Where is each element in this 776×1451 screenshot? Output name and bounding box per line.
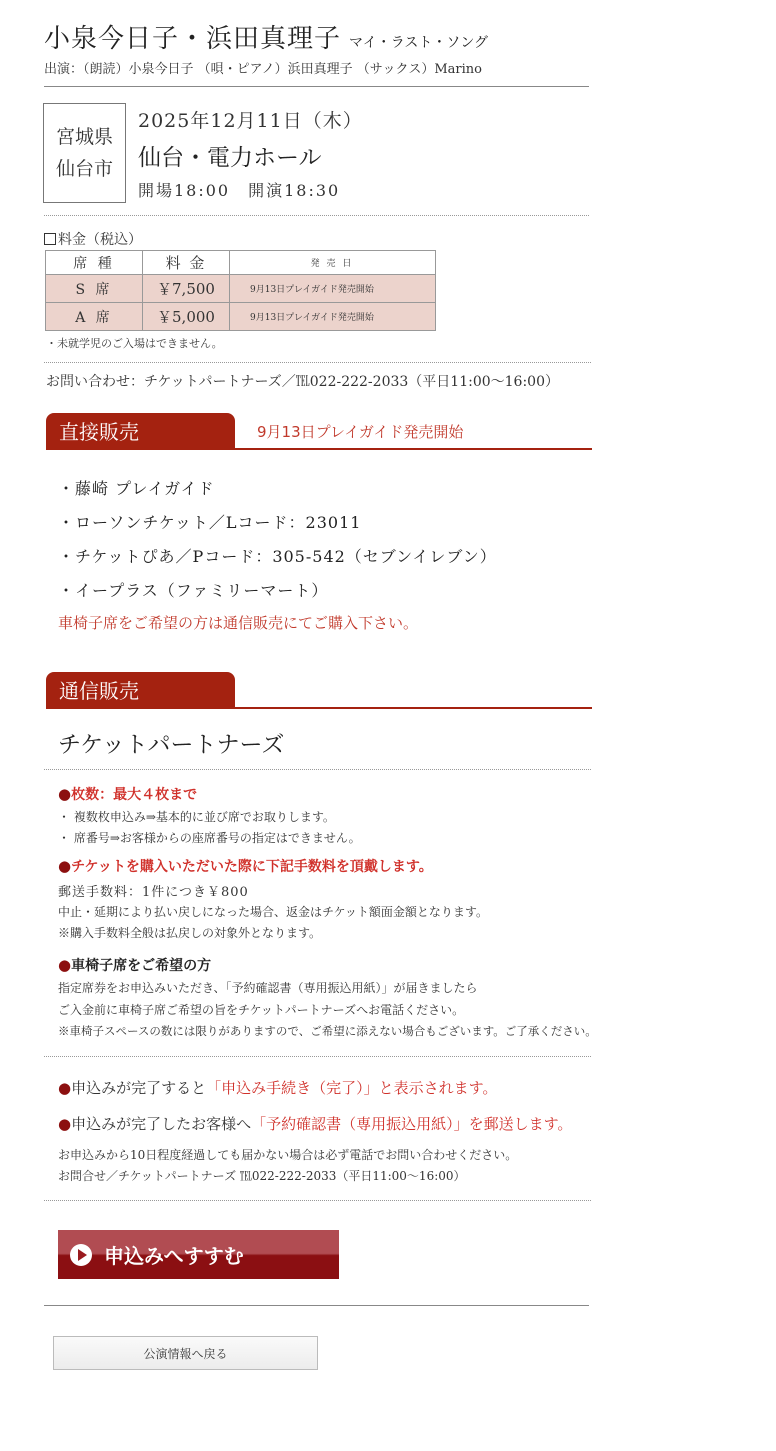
title-main: 小泉今日子・浜田真理子 bbox=[44, 24, 342, 54]
wheelchair-heading: ●車椅子席をご希望の方 bbox=[58, 956, 212, 974]
price-table bbox=[45, 250, 436, 331]
followup-line: お問合せ／チケットパートナーズ ℡022-222-2033（平日11:00～16:00） bbox=[58, 1169, 466, 1183]
apply-button[interactable] bbox=[58, 1230, 339, 1279]
direct-sales-heading: 直接販売 bbox=[46, 413, 235, 449]
cast-line: 出演：（朗読）小泉今日子 （唄・ピアノ）浜田真理子 （サックス）Marino bbox=[44, 62, 482, 77]
completion-note-1: ●申込みが完了すると「申込み手続き（完了）」と表示されます。 bbox=[58, 1079, 498, 1097]
divider bbox=[44, 1200, 591, 1201]
section-line bbox=[46, 448, 592, 450]
square-icon bbox=[44, 233, 56, 245]
seat-price: ￥7,500 bbox=[143, 275, 230, 303]
event-date: 2025年12月11日（木） bbox=[138, 110, 363, 132]
bullet-icon: ● bbox=[58, 785, 72, 803]
mail-sales-heading: 通信販売 bbox=[46, 672, 235, 708]
bullet-icon: ● bbox=[58, 1115, 72, 1133]
list-item: ・チケットぴあ／Pコード：305-542（セブンイレブン） bbox=[58, 547, 497, 566]
divider bbox=[44, 1305, 589, 1306]
bullet-icon: ● bbox=[58, 956, 72, 974]
release-date: 9月13日プレイガイド発売開始 bbox=[230, 303, 436, 331]
bullet-icon: ● bbox=[58, 1079, 72, 1097]
fee-line: ※購入手数料全般は払戻しの対象外となります。 bbox=[58, 926, 322, 940]
bullet-icon: ● bbox=[58, 857, 72, 875]
back-button[interactable]: 公演情報へ戻る bbox=[53, 1336, 318, 1370]
list-item: ・藤崎 プレイガイド bbox=[58, 479, 215, 498]
fee-amount: 郵送手数料：1件につき￥800 bbox=[58, 885, 249, 900]
limit-line: ・ 席番号⇒お客様からの座席番号の指定はできません。 bbox=[58, 831, 361, 845]
event-times: 開場18:00 開演18:30 bbox=[138, 181, 341, 200]
limit-heading: ●枚数：最大４枚まで bbox=[58, 785, 198, 803]
fee-heading: ●チケットを購入いただいた際に下記手数料を頂戴します。 bbox=[58, 857, 433, 875]
prefecture-line2: 仙台市 bbox=[55, 158, 113, 180]
divider bbox=[44, 362, 591, 363]
limit-line: ・ 複数枚申込み⇒基本的に並び席でお取りします。 bbox=[58, 810, 335, 824]
section-line bbox=[46, 707, 592, 709]
divider bbox=[44, 86, 589, 87]
vendor-name: チケットパートナーズ bbox=[58, 732, 285, 758]
wheelchair-line: ※車椅子スペースの数には限りがありますので、ご希望に添えない場合もございます。ご了承ください。 bbox=[58, 1024, 597, 1038]
pricing-note: ・未就学児のご入場はできません。 bbox=[46, 337, 223, 350]
table-row bbox=[46, 303, 436, 331]
title-subtitle: マイ・ラスト・ソング bbox=[349, 35, 489, 51]
table-row bbox=[46, 275, 436, 303]
prefecture-box bbox=[43, 103, 126, 203]
direct-sales-release: 9月13日プレイガイド発売開始 bbox=[257, 423, 464, 441]
wheelchair-note: 車椅子席をご希望の方は通信販売にてご購入下さい。 bbox=[58, 614, 419, 632]
followup-line: お申込みから10日程度経過しても届かない場合は必ず電話でお問い合わせください。 bbox=[58, 1148, 518, 1162]
contact-info: お問い合わせ：チケットパートナーズ／℡022-222-2033（平日11:00～16:00） bbox=[46, 374, 559, 390]
play-icon bbox=[70, 1244, 92, 1266]
divider bbox=[44, 215, 589, 216]
table-header: 料 金 bbox=[143, 251, 230, 275]
page-title bbox=[44, 18, 488, 55]
list-item: ・ローソンチケット／Lコード：23011 bbox=[58, 513, 362, 532]
prefecture-line1: 宮城県 bbox=[55, 126, 113, 148]
list-item: ・イープラス（ファミリーマート） bbox=[58, 581, 329, 600]
price-label: 料金（税込） bbox=[44, 229, 142, 249]
divider bbox=[44, 1056, 591, 1057]
table-header-row bbox=[46, 251, 436, 275]
apply-button-label: 申込みへすすむ bbox=[104, 1244, 244, 1268]
completion-note-2: ●申込みが完了したお客様へ「予約確認書（専用振込用紙）」を郵送します。 bbox=[58, 1115, 573, 1133]
event-venue: 仙台・電力ホール bbox=[138, 145, 322, 171]
seat-type: A 席 bbox=[46, 303, 143, 331]
seat-type: S 席 bbox=[46, 275, 143, 303]
table-header: 席 種 bbox=[46, 251, 143, 275]
wheelchair-line: ご入金前に車椅子席ご希望の旨をチケットパートナーズへお電話ください。 bbox=[58, 1003, 465, 1017]
table-header: 発 売 日 bbox=[230, 251, 436, 275]
release-date: 9月13日プレイガイド発売開始 bbox=[230, 275, 436, 303]
divider bbox=[44, 769, 591, 770]
fee-line: 中止・延期により払い戻しになった場合、返金はチケット額面金額となります。 bbox=[58, 905, 488, 919]
seat-price: ￥5,000 bbox=[143, 303, 230, 331]
wheelchair-line: 指定席券をお申込みいただき、「予約確認書（専用振込用紙）」が届きましたら bbox=[58, 981, 478, 995]
